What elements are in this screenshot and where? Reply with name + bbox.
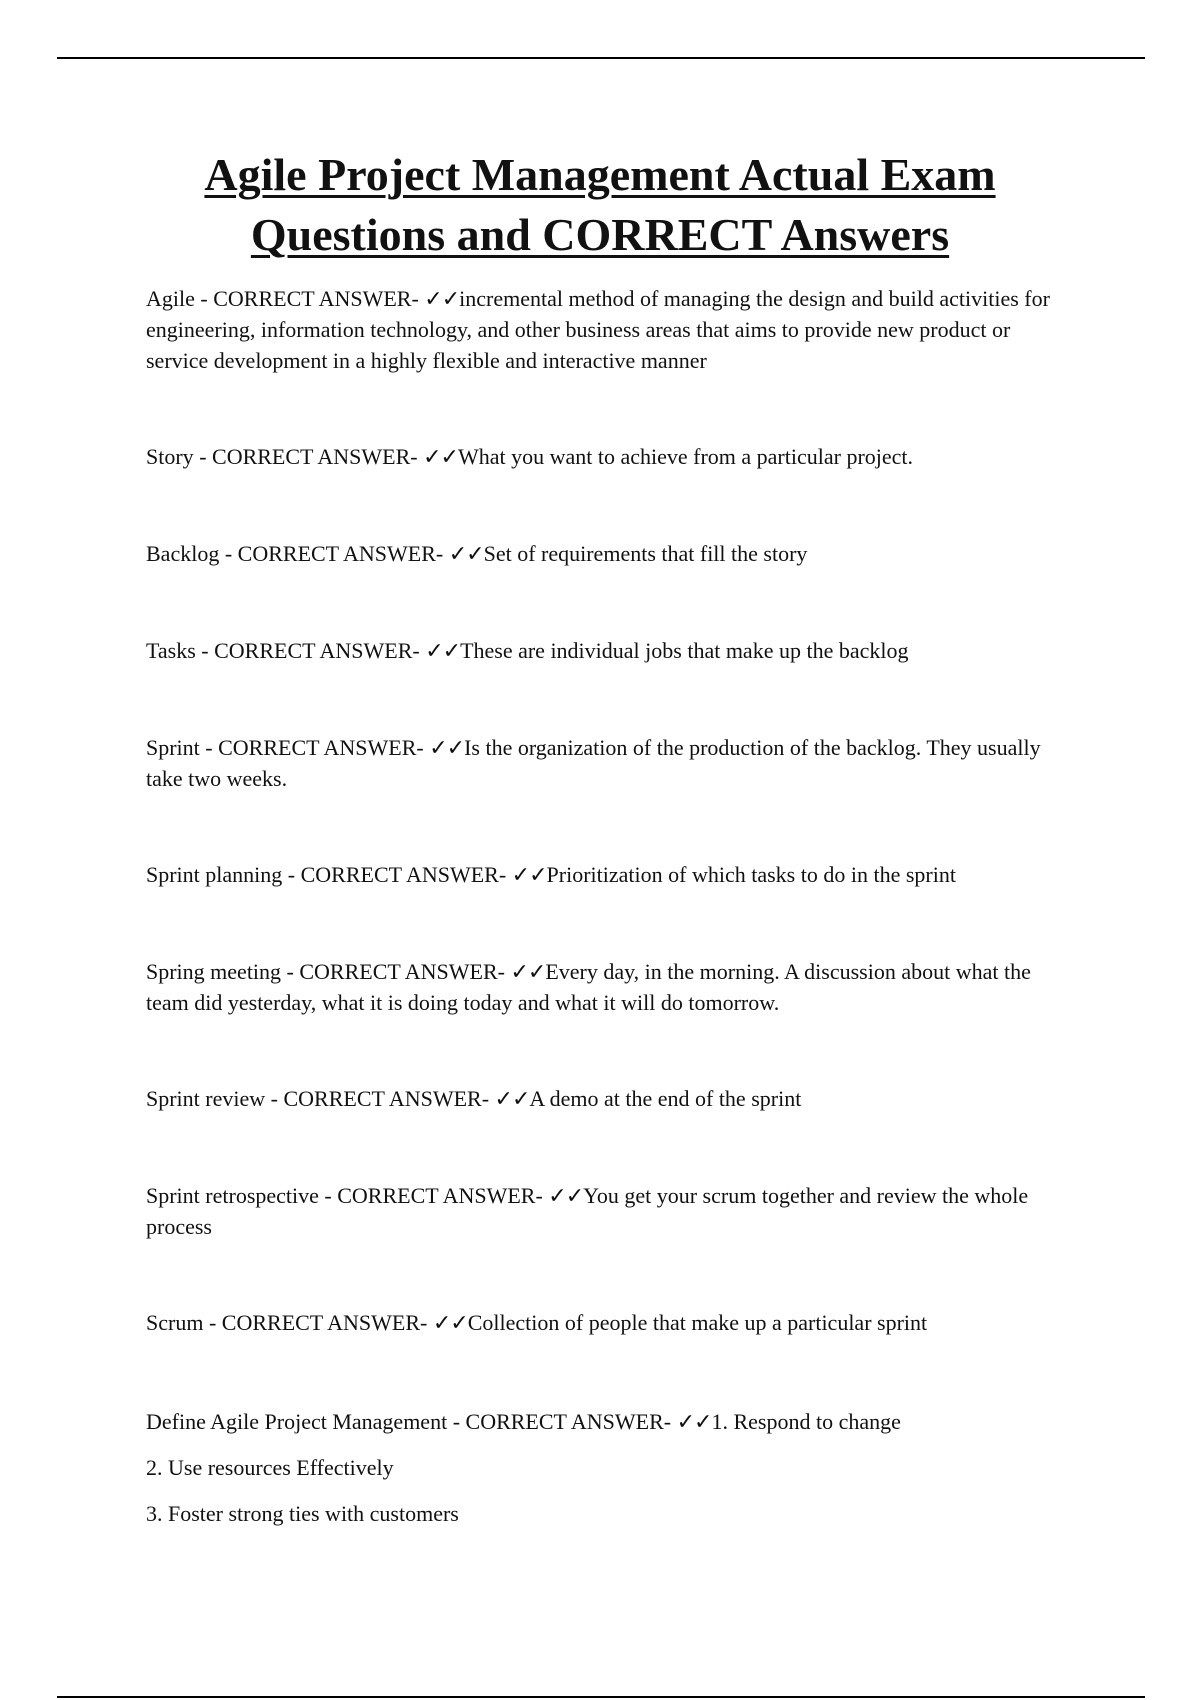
qa-answer: 1. Respond to change: [711, 1409, 901, 1434]
double-check-icon: ✓✓: [425, 638, 461, 663]
double-check-icon: ✓✓: [423, 444, 458, 469]
double-check-icon: ✓✓: [494, 1086, 530, 1111]
list-line-3: 3. Foster strong ties with customers: [146, 1501, 459, 1526]
qa-marker: CORRECT ANSWER-: [221, 1310, 428, 1335]
title-line-1: Agile Project Management Actual Exam: [204, 149, 996, 200]
qa-term: Story: [146, 444, 194, 469]
qa-item-sprint-review: Sprint review - CORRECT ANSWER- ✓✓A demo at the end of the sprint: [146, 1086, 802, 1111]
qa-item-sprint-retrospective: Sprint retrospective - CORRECT ANSWER- ✓✓You get your scrum together and review the whole process: [146, 1183, 1029, 1239]
qa-term: Tasks: [146, 638, 196, 663]
qa-answer: A demo at the end of the sprint: [529, 1086, 802, 1111]
qa-item-scrum: Scrum - CORRECT ANSWER- ✓✓Collection of people that make up a particular sprint: [146, 1310, 928, 1335]
qa-item-agile: Agile - CORRECT ANSWER- ✓✓incremental method of managing the design and build activities for engineering, information technology, and other business areas that aims to provide new product or service development in a highly flexible and interactive manner: [146, 286, 1050, 373]
qa-term: Sprint retrospective: [146, 1183, 319, 1208]
qa-item-story: Story - CORRECT ANSWER- ✓✓What you want to achieve from a particular project.: [146, 444, 914, 469]
qa-term: Scrum: [146, 1310, 204, 1335]
qa-answer: Set of requirements that fill the story: [483, 541, 808, 566]
qa-term: Agile: [146, 286, 195, 311]
document-title: [60, 145, 1140, 265]
qa-answer: incremental method of managing the design and build activities for engineering, information technology, and other business areas that aims to provide new product or service development in a highly flexible and interactive manner: [146, 286, 1050, 373]
qa-marker: CORRECT ANSWER-: [300, 862, 507, 887]
double-check-icon: ✓✓: [429, 735, 465, 760]
qa-marker: CORRECT ANSWER-: [237, 541, 444, 566]
qa-answer: These are individual jobs that make up the backlog: [460, 638, 909, 663]
qa-term: Define Agile Project Management: [146, 1409, 448, 1434]
double-check-icon: ✓✓: [676, 1409, 712, 1434]
qa-item-backlog: Backlog - CORRECT ANSWER- ✓✓Set of requirements that fill the story: [146, 541, 808, 566]
qa-item-sprint: Sprint - CORRECT ANSWER- ✓✓Is the organization of the production of the backlog. They usually take two weeks.: [146, 735, 1041, 791]
top-rule: [57, 57, 1145, 59]
qa-marker: CORRECT ANSWER-: [283, 1086, 490, 1111]
qa-term: Sprint: [146, 735, 200, 760]
qa-marker: CORRECT ANSWER-: [212, 444, 418, 469]
qa-term: Backlog: [146, 541, 220, 566]
qa-item-define-agile-pm: Define Agile Project Management - CORRECT ANSWER- ✓✓1. Respond to change: [146, 1409, 901, 1434]
qa-marker: CORRECT ANSWER-: [337, 1183, 543, 1208]
qa-marker: CORRECT ANSWER-: [218, 735, 424, 760]
qa-marker: CORRECT ANSWER-: [299, 959, 505, 984]
qa-answer: You get your scrum together and review the whole process: [146, 1183, 1029, 1239]
qa-marker: CORRECT ANSWER-: [213, 286, 419, 311]
title-line-2: Questions and CORRECT Answers: [250, 209, 950, 260]
qa-answer: Collection of people that make up a particular sprint: [467, 1310, 928, 1335]
bottom-rule: [57, 1696, 1145, 1698]
qa-answer: Is the organization of the production of the backlog. They usually take two weeks.: [146, 735, 1041, 791]
qa-term: Spring meeting: [146, 959, 282, 984]
double-check-icon: ✓✓: [448, 541, 484, 566]
double-check-icon: ✓✓: [432, 1310, 468, 1335]
double-check-icon: ✓✓: [510, 959, 546, 984]
list-line-2: 2. Use resources Effectively: [146, 1455, 394, 1480]
qa-item-sprint-planning: Sprint planning - CORRECT ANSWER- ✓✓Prioritization of which tasks to do in the sprint: [146, 862, 956, 887]
qa-item-spring-meeting: Spring meeting - CORRECT ANSWER- ✓✓Every day, in the morning. A discussion about what the team did yesterday, what it is doing today and what it will do tomorrow.: [146, 959, 1031, 1015]
double-check-icon: ✓✓: [511, 862, 547, 887]
qa-answer: What you want to achieve from a particular project.: [457, 444, 914, 469]
qa-marker: CORRECT ANSWER-: [465, 1409, 672, 1434]
qa-term: Sprint planning: [146, 862, 283, 887]
qa-answer: Every day, in the morning. A discussion about what the team did yesterday, what it is doing today and what it will do tomorrow.: [146, 959, 1031, 1015]
double-check-icon: ✓✓: [424, 286, 460, 311]
qa-item-tasks: Tasks - CORRECT ANSWER- ✓✓These are individual jobs that make up the backlog: [146, 638, 909, 663]
qa-term: Sprint review: [146, 1086, 266, 1111]
qa-answer: Prioritization of which tasks to do in the sprint: [546, 862, 956, 887]
qa-marker: CORRECT ANSWER-: [214, 638, 420, 663]
double-check-icon: ✓✓: [548, 1183, 584, 1208]
